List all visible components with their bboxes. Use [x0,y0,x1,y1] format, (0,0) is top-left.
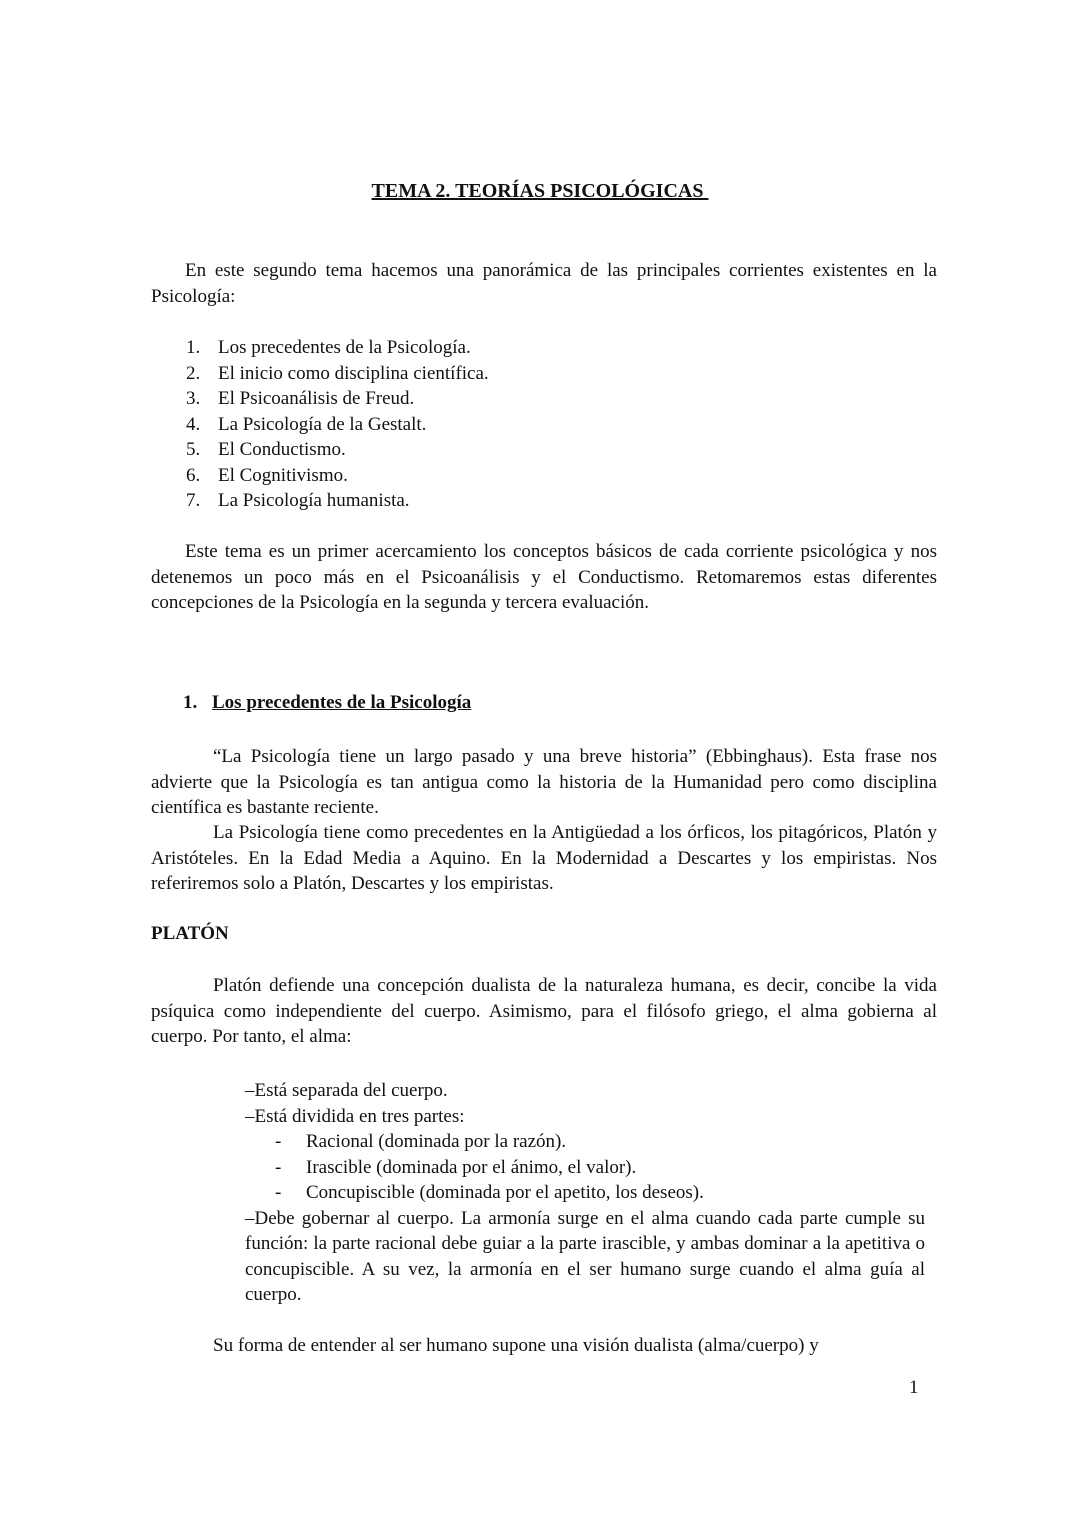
overview-paragraph: Este tema es un primer acercamiento los conceptos básicos de cada corriente psicológica y nos detenemos un poco más en el Psicoanálisis y el Conductismo. Retomaremos estas diferentes concepciones de la Psicología en la segunda y tercera evaluación. [151,541,937,613]
platon-paragraph: Platón defiende una concepción dualista de la naturaleza humana, es decir, concibe la vida psíquica como independiente del cuerpo. Asimismo, para el filósofo griego, el alma gobierna al cuerpo. Por tanto, el alma: [151,975,937,1047]
soul-part-item [245,1129,925,1155]
list-item-number: 5. [186,439,201,460]
dash-marker: - [275,1131,282,1152]
list-item [186,463,489,489]
list-item-text: Los precedentes de la Psicología. [218,337,471,358]
intro-paragraph: En este segundo tema hacemos una panorámica de las principales corrientes existentes en la Psicología: [151,260,937,307]
list-item-text: La Psicología humanista. [218,490,410,511]
section-paragraph-2: La Psicología tiene como precedentes en la Antigüedad a los órficos, los pitagóricos, Platón y Aristóteles. En la Edad Media a Aquino. En la Modernidad a Descartes y los empiristas. Nos referiremos solo a Platón, Descartes y los empiristas. [151,822,937,894]
list-item-text: El inicio como disciplina científica. [218,362,489,384]
list-item-number: 4. [186,413,201,435]
topic-list [186,335,489,514]
platon-heading: PLATÓN [151,923,229,944]
dash-marker: - [275,1182,282,1203]
list-item-number: 6. [186,464,201,486]
list-item-text: El Cognitivismo. [218,464,348,486]
dash-marker: - [275,1156,282,1178]
page-number: 1 [909,1377,919,1398]
list-item-text: El Psicoanálisis de Freud. [218,388,415,409]
list-item [186,412,489,438]
soul-item-separated: –Está separada del cuerpo. [245,1080,448,1101]
soul-part-text: Racional (dominada por la razón). [306,1131,567,1152]
soul-item-divided: –Está dividida en tres partes: [245,1105,465,1127]
soul-part-text: Irascible (dominada por el ánimo, el valor). [306,1156,637,1178]
list-item [186,437,489,463]
list-item [186,488,489,514]
soul-item-govern: –Debe gobernar al cuerpo. La armonía surge en el alma cuando cada parte cumple su función: la parte racional debe guiar a la parte irascible, y ambas dominar a la apetitiva o concupiscible. A su vez, la armonía en el ser humano surge cuando el alma guía al cuerpo. [245,1207,925,1305]
section-title: Los precedentes de la Psicología [212,692,472,713]
list-item [186,335,489,361]
document-title-text: TEMA 2. TEORÍAS PSICOLÓGICAS [371,180,709,202]
list-item-number: 2. [186,362,201,384]
list-item [186,386,489,412]
section-heading [183,692,471,714]
list-item [186,361,489,387]
soul-part-item [245,1155,925,1181]
soul-properties [245,1078,925,1308]
soul-part-item [245,1180,925,1206]
list-item-text: La Psicología de la Gestalt. [218,413,427,435]
soul-part-text: Concupiscible (dominada por el apetito, los deseos). [306,1182,704,1203]
list-item-number: 1. [186,337,201,358]
document-title [0,180,1080,203]
section-paragraph-1: “La Psicología tiene un largo pasado y una breve historia” (Ebbinghaus). Esta frase nos advierte que la Psicología es tan antigua como la historia de la Humanidad pero como disciplina científica es bastante reciente. [151,746,937,818]
section-number: 1. [183,692,198,713]
list-item-number: 7. [186,490,201,511]
list-item-text: El Conductismo. [218,439,346,460]
list-item-number: 3. [186,388,201,409]
closing-paragraph: Su forma de entender al ser humano supone una visión dualista (alma/cuerpo) y [213,1335,819,1356]
